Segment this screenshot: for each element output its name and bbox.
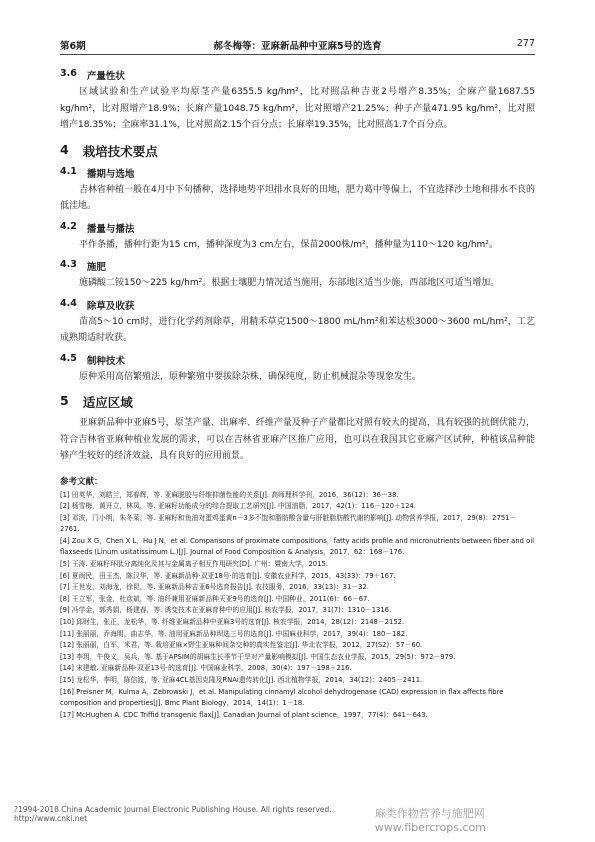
paragraph-adaptation: 亚麻新品种中亚麻5号，原茎产量、出麻率、纤维产量及种子产量都比对照有较大的提高，具有较强的抗倒伏能力，符合吉林省亚麻种植业发展的需求，可以在吉林省亚麻产区推广应用，也可以在我国其它亚麻产区试种，种植该品种能够产生较好的经济效益，具有良好的应用前景。 xyxy=(60,418,535,461)
subsection-heading xyxy=(60,166,535,180)
page-footer xyxy=(14,805,581,834)
section-number: 4 xyxy=(60,141,69,157)
reference-item: [15] 龙松华，李明，陈信波，等. 亚麻4CL基因克隆及RNAi遗传转化[J]. 西北植物学报，2014，34(12)：2405－2411. xyxy=(60,676,423,684)
subsection-number: 4.5 xyxy=(60,352,77,364)
paragraph-seed-production: 原种采用高倍繁殖法，原种繁殖中要拔除杂株，确保纯度，防止机械混杂等现象发生。 xyxy=(79,371,422,382)
watermark: 麻类作物营养与施肥网 www.fibercrops.com xyxy=(374,807,486,834)
references-list xyxy=(60,490,535,722)
reference-item: [4] Zou X G，Chen X L，Hu J N，et al. Comparisons of proximate compositions，fatty acids profile and micronutrients between fiber and oil flaxseeds (Linum usitatissimum L.)[J]. Journal of Food Composition & Analysis，2017，62：168－176. xyxy=(60,536,535,557)
paragraph-seeding-rate: 平作条播，播种行距为15 cm，播种深度为3 cm左右，保苗2000株/m²，播种量为110～120 kg/hm²。 xyxy=(79,239,498,250)
reference-item: [12] 张丽丽，白军，米君，等. 栽培亚麻×野生亚麻种间杂交种的真实性鉴定[J]. 华北农学报，2012，27(S2)：57－60. xyxy=(60,641,423,650)
section-title: 适应区域 xyxy=(82,395,133,410)
subsection-heading xyxy=(60,259,535,273)
section-title: 栽培技术要点 xyxy=(82,143,158,159)
reference-item: [2] 杨雪梅，黄开立，林凤，等. 亚麻籽功能成分的综合提取工艺研究[J]. 中国油脂，2017，42(1)：116－120＋124. xyxy=(60,502,416,511)
reference-item: [17] McHughen A. CDC Triffid transgenic flax[J]. Canadian Journal of plant science，1997，77(4)：641－643. xyxy=(60,710,428,719)
section-number: 5 xyxy=(60,393,69,408)
subsection-number: 4.1 xyxy=(60,165,77,177)
subsection-number: 3.6 xyxy=(60,68,77,79)
section-heading xyxy=(60,393,535,411)
paragraph-fertilization: 施磷酸二铵150～225 kg/hm²。根据土壤肥力情况适当施用，东部地区适当少施，西部地区可适当增加。 xyxy=(79,278,500,288)
reference-item: [16] Preisner M，Kulma A，Zebrowski J，et al. Manipulating cinnamyl alcohol dehydrogenase (CAD) expression in flax affects fibre composition and properties[J]. Bmc Plant Biology，2014，14(1)：1－18. xyxy=(60,687,504,708)
subsection-number: 4.3 xyxy=(60,259,77,270)
article-title: 郝冬梅等：亚麻新品种中亚麻5号的选育 xyxy=(213,41,382,52)
reference-item: [11] 张丽丽，乔海明，曲志华，等. 油用亚麻新品种坝选三号的选育[J]. 中国麻业科学，2017，39(4)：180－182. xyxy=(60,629,408,638)
page-number: 277 xyxy=(516,38,535,49)
subsection-heading xyxy=(60,68,535,82)
subsection-title: 播期与选地 xyxy=(86,168,135,180)
article-body xyxy=(60,62,535,721)
reference-item: [8] 王立军，张金，杜彦斌，等. 油纤兼用亚麻新品种天亚9号的选育[J]. 中国种业，2011(6)：66－67. xyxy=(60,594,370,603)
reference-item: [6] 夏雨民，田玉杰，陈汉华，等. 亚麻新品种·双亚18号·的选育[J]. 安徽农业科学，2015，43(33)：79＋167. xyxy=(60,571,396,580)
reference-item: [10] 邱财生，张正，龙松华，等. 纤维亚麻新品种中亚麻3号的选育[J]. 核农学报，2014，28(12)：2148－2152. xyxy=(60,618,405,627)
running-header xyxy=(60,36,535,55)
subsection-heading xyxy=(60,353,535,367)
subsection-title: 除草及收获 xyxy=(86,300,135,312)
subsection-heading xyxy=(60,298,535,312)
subsection-title: 产量性状 xyxy=(86,71,125,82)
reference-item: [3] 邓波，门小明，朱冬菜，等. 亚麻籽和鱼油对蛋鸡蛋黄n－3多不饱和脂肪酸含量与肝脏脂肪酸代谢的影响[J]. 动物营养学报，2017，29(8)：2751－2761. xyxy=(60,513,517,534)
paragraph-sowing: 吉林省种植一般在4月中下旬播种，选择地势平坦排水良好的田地，肥力葛中等偏上，不宜选择沙土地和排水不良的低洼地。 xyxy=(60,184,535,211)
subsection-heading xyxy=(60,221,535,235)
reference-item: [9] 冯学金，郭秀娟，杨建春，等. 诱变技术在亚麻育种中的应用[J]. 核农学报，2017，31(7)：1310－1316. xyxy=(60,606,392,615)
reference-item: [7] 王世发，刘海龙，徐昆，等. 亚麻新品种吉亚6号选育报告[J]. 农技服务，2016，33(13)：31－32. xyxy=(60,583,369,592)
subsection-title: 播量与播法 xyxy=(86,223,135,235)
reference-item: [13] 李玥，牛俊义，吴兵，等. 基于APSIM的胡麻生长季节干旱对产量影响模拟[J]. 中国生态农业学报，2015，29(5)：972－979. xyxy=(60,652,456,661)
subsection-title: 制种技术 xyxy=(86,355,125,367)
issue-number: 第6期 xyxy=(60,41,86,52)
subsection-number: 4.2 xyxy=(60,220,77,232)
subsection-title: 施肥 xyxy=(86,262,106,273)
section-heading xyxy=(60,142,535,160)
reference-item: [14] 宋建敏. 亚麻新品种·双亚13号·的选育[J]. 中国麻业科学，2008，30(4)：197－198＋216. xyxy=(60,664,352,673)
references-heading: 参考文献： xyxy=(60,476,103,487)
subsection-number: 4.4 xyxy=(60,297,77,309)
copyright-notice: ?1994-2018 China Academic Journal Electronic Publishing House. All rights reserved. http://www.cnki.net xyxy=(14,805,332,823)
paragraph-weeding: 苗高5～10 cm时，进行化学药剂除草，用精禾草克1500～1800 mL/hm²和苯达松3000～3600 mL/hm²，工艺成熟期适时收获。 xyxy=(60,316,535,343)
reference-item: [1] 田英华，刘皓兰，郑春辉，等. 亚麻脱胶与纤维抑菌性能的关系[J]. 高师理科学刊，2016，36(12)：36－38. xyxy=(60,490,399,499)
reference-item: [5] 王涛. 亚麻籽环肽分离纯化及其与金属离子相互作用研究[D]. 广州：暨南大学，2015. xyxy=(60,560,328,569)
paragraph-yield: 区域试验和生产试验平均原茎产量6355.5 kg/hm²，比对照品种吉亚2号增产8.35%；全麻产量1687.55 kg/hm²，比对照增产18.9%；长麻产量1048.75 kg/hm²，比对照增产21.25%；种子产量471.95 kg/hm²，比对照增产18.35%；全麻率31.1%，比对照高2.15个百分点；长麻率19.35%，比对照高1.7个百分点。 xyxy=(60,87,535,130)
